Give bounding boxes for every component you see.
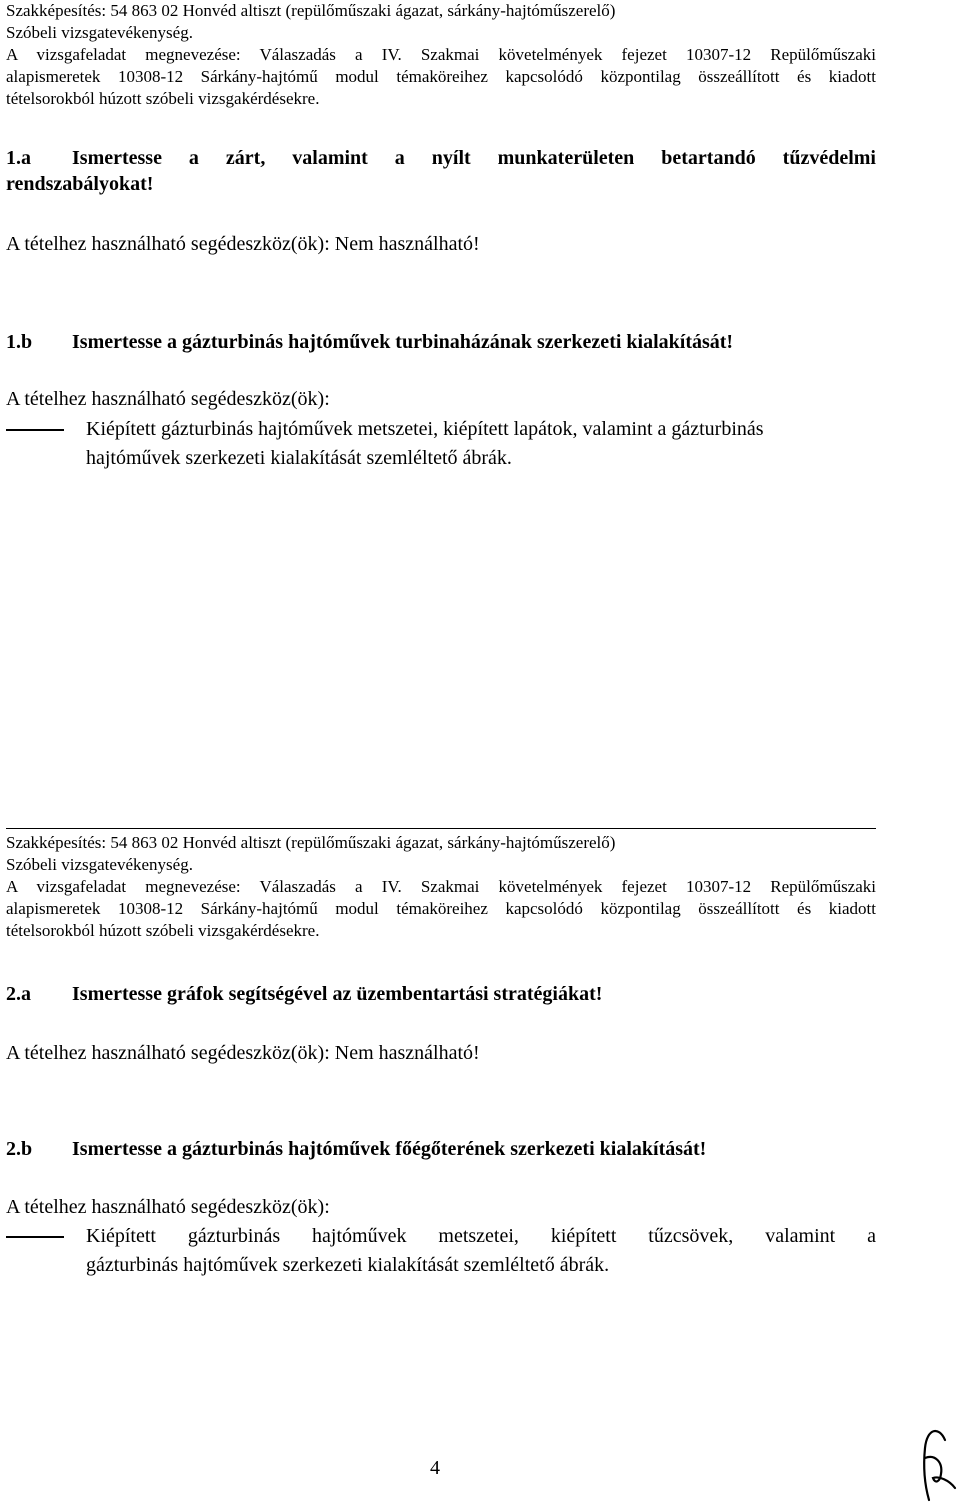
aid-note-1b: A tételhez használható segédeszköz(ök):	[6, 388, 330, 410]
question-1b	[6, 329, 876, 355]
dash-bullet-icon	[6, 429, 64, 431]
question-2a	[6, 981, 876, 1007]
header-block-2	[6, 832, 876, 942]
header-task-line-1: A vizsgafeladat megnevezése: Válaszadás a IV. Szakmai követelmények fejezet 10307-12 Repülőműszaki	[6, 45, 876, 64]
signature-icon	[915, 1418, 960, 1503]
header-task-line-3: tételsorokból húzott szóbeli vizsgakérdésekre.	[6, 921, 320, 940]
question-text: Ismertesse a gázturbinás hajtóművek turbinaházának szerkezeti kialakítását!	[72, 331, 734, 353]
question-2b	[6, 1136, 876, 1162]
header-activity: Szóbeli vizsgatevékenység.	[6, 23, 193, 42]
header-block-1	[6, 0, 876, 110]
header-task-line-1: A vizsgafeladat megnevezése: Válaszadás a IV. Szakmai követelmények fejezet 10307-12 Repülőműszaki	[6, 877, 876, 896]
page-number: 4	[430, 1457, 440, 1479]
aid-item-line-2: hajtóművek szerkezeti kialakítását szemléltető ábrák.	[86, 447, 512, 469]
aid-list-item-2b	[6, 1222, 876, 1280]
aid-note-2b: A tételhez használható segédeszköz(ök):	[6, 1196, 330, 1218]
header-task-line-2: alapismeretek 10308-12 Sárkány-hajtómű modul témaköreihez kapcsolódó központilag összeállított és kiadott	[6, 899, 876, 918]
header-task-line-2: alapismeretek 10308-12 Sárkány-hajtómű modul témaköreihez kapcsolódó központilag összeállított és kiadott	[6, 67, 876, 86]
header-task-line-3: tételsorokból húzott szóbeli vizsgakérdésekre.	[6, 89, 320, 108]
aid-list-item-1b	[6, 415, 876, 473]
aid-note-1a: A tételhez használható segédeszköz(ök): Nem használható!	[6, 233, 480, 255]
aid-item-line-2: gázturbinás hajtóművek szerkezeti kialakítását szemléltető ábrák.	[86, 1254, 610, 1276]
question-number: 1.b	[6, 331, 33, 353]
question-text-continued: rendszabályokat!	[6, 173, 154, 195]
question-1a	[6, 145, 876, 197]
header-qualification: Szakképesítés: 54 863 02 Honvéd altiszt (repülőműszaki ágazat, sárkány-hajtóműszerelő)	[6, 833, 616, 852]
dash-bullet-icon	[6, 1236, 64, 1238]
question-text: Ismertesse gráfok segítségével az üzembentartási stratégiákat!	[72, 983, 603, 1005]
question-number: 2.b	[6, 1138, 33, 1160]
aid-note-2a: A tételhez használható segédeszköz(ök): Nem használható!	[6, 1042, 480, 1064]
header-activity: Szóbeli vizsgatevékenység.	[6, 855, 193, 874]
aid-item-line-1: Kiépített gázturbinás hajtóművek metszetei, kiépített lapátok, valamint a gázturbinás	[86, 418, 764, 440]
question-number: 1.a	[6, 147, 31, 169]
question-text: Ismertesse a zárt, valamint a nyílt munkaterületen betartandó tűzvédelmi	[72, 147, 876, 169]
question-text: Ismertesse a gázturbinás hajtóművek főégőterének szerkezeti kialakítását!	[72, 1138, 707, 1160]
section-divider	[6, 828, 876, 829]
question-number: 2.a	[6, 983, 31, 1005]
header-qualification: Szakképesítés: 54 863 02 Honvéd altiszt (repülőműszaki ágazat, sárkány-hajtóműszerelő)	[6, 1, 616, 20]
aid-item-line-1: Kiépített gázturbinás hajtóművek metszetei, kiépített tűzcsövek, valamint a	[86, 1225, 876, 1247]
